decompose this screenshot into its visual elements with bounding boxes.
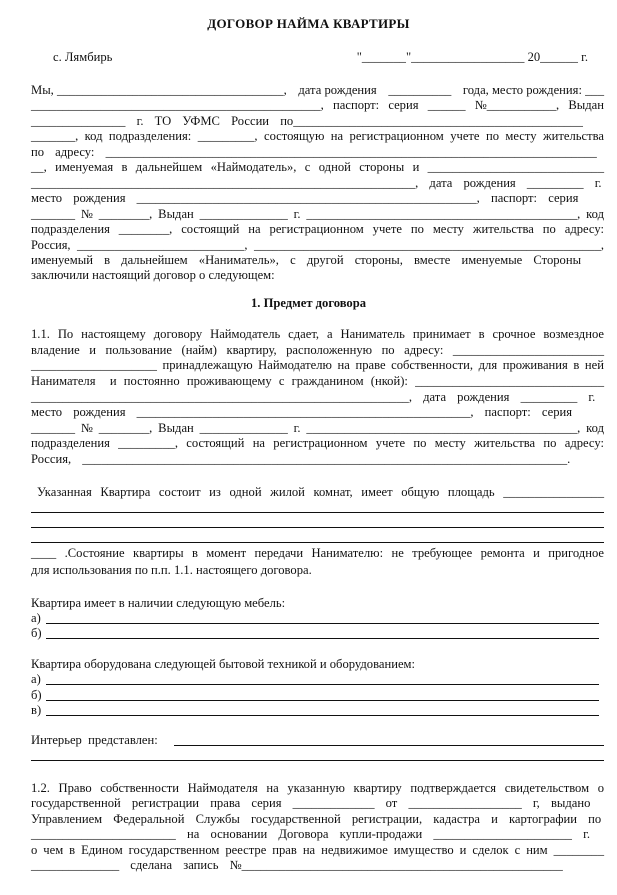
interior-line: Интерьер представлен: (31, 733, 158, 747)
parties-line-13: заключили настоящий договор о следующем: (31, 268, 275, 282)
blank-line (46, 700, 599, 701)
blank-line (46, 638, 599, 639)
appliance-item-c: в) (31, 703, 42, 717)
clause-1-1-line-6: место рождения _____________________________________________________, паспорт: серия (31, 405, 573, 419)
blank-line (31, 527, 604, 528)
clause-1-1-line-5: ____________________________________________________________, дата рождения _________ г. (31, 390, 596, 404)
blank-line (31, 760, 604, 761)
clause-1-1-line-8: подразделения _________, состоящий на регистрационном учете по месту жительства по адресу: (31, 436, 604, 450)
clause-1-2-line-4: _______________________ на основании Договора купли-продажи ______________________ г. (31, 827, 590, 841)
parties-line-8: место рождения ______________________________________________________, паспорт: серия (31, 191, 579, 205)
blank-line (31, 512, 604, 513)
parties-line-3: _______________ г. ТО УФМС России по______________________________________________ (31, 114, 583, 128)
parties-line-7: _____________________________________________________________, дата рождения _________ г. (31, 176, 602, 190)
clause-1-1-line-3: ____________________ принадлежащую Наймодателю на праве собственности, для проживания в ней (31, 358, 604, 372)
blank-line (46, 623, 599, 624)
clause-1-1-line-2: владение и пользование (найм) квартиру, расположенную по адресу: ________________________ (31, 343, 604, 357)
parties-line-12: именуемый в дальнейшем «Наниматель», с другой стороны, вместе именуемые Стороны (31, 253, 582, 267)
blank-line (46, 715, 599, 716)
clause-1-1-line-1: 1.1. По настоящему договору Наймодатель сдает, а Наниматель принимает в срочное возмездное (31, 327, 604, 341)
clause-1-1-line-4: Нанимателя и постоянно проживающему с гражданином (нкой): ______________________________ (31, 374, 604, 388)
appliance-item-b: б) (31, 688, 42, 702)
parties-line-4: _______, код подразделения: _________, состоящую на регистрационном учете по месту жительства (31, 129, 604, 143)
parties-line-6: __, именуемая в дальнейшем «Наймодатель», с одной стороны и ____________________________ (31, 160, 604, 174)
blank-line (31, 542, 604, 543)
document-title: ДОГОВОР НАЙМА КВАРТИРЫ (207, 16, 410, 31)
parties-line-10: подразделения ________, состоящий на регистрационном учете по месту жительства по адресу: (31, 222, 604, 236)
clause-1-1-line-9: Россия, _____________________________________________________________________________. (31, 452, 571, 466)
furniture-item-b: б) (31, 626, 42, 640)
place-date-line (53, 50, 588, 64)
blank-line (174, 745, 604, 746)
furniture-intro: Квартира имеет в наличии следующую мебель: (31, 596, 286, 610)
clause-1-2-line-5: о чем в Едином государственном реестре прав на недвижимое имущество и сделок с ним ________ (31, 843, 604, 857)
parties-line-1: Мы, ____________________________________, дата рождения __________ года, место рождения: ___ (31, 83, 604, 97)
appliance-item-a: а) (31, 672, 41, 686)
clause-1-2-line-3: Управлением Федеральной Службы государственной регистрации, кадастра и картографии по (31, 812, 602, 826)
clause-1-2-line-1: 1.2. Право собственности Наймодателя на указанную квартиру подтверждается свидетельством о (31, 781, 604, 795)
area-line: Указанная Квартира состоит из одной жилой комнат, имеет общую площадь ________________ (37, 485, 604, 499)
appliances-intro: Квартира оборудована следующей бытовой техникой и оборудованием: (31, 657, 416, 671)
parties-line-11: Россия, ___________________________, ________________________________________________________, (31, 238, 604, 252)
place: с. Лямбирь (53, 50, 113, 64)
parties-line-5: по адресу: ______________________________________________________________________________ (31, 145, 597, 159)
clause-1-2-line-2: государственной регистрации права серия _____________ от __________________ г, выдано (31, 796, 591, 810)
blank-line (46, 684, 599, 685)
condition-line-1: ____ .Состояние квартиры в момент передачи Нанимателю: не требующее ремонта и пригодное (31, 546, 604, 560)
clause-1-1-line-7: _______ № ________, Выдан ______________ г. ___________________________________________, код (31, 421, 604, 435)
section-1-heading: 1. Предмет договора (250, 296, 367, 310)
clause-1-2-line-6: ______________ сделана запись №___________________________________________________ (31, 858, 563, 872)
condition-line-2: для использования по п.п. 1.1. настоящего договора. (31, 563, 312, 577)
contract-date: "_______"__________________ 20______ г. (356, 50, 588, 64)
furniture-item-a: а) (31, 611, 41, 625)
parties-line-9: _______ № ________, Выдан ______________ г. ___________________________________________, код (31, 207, 604, 221)
parties-line-2: ______________________________________________, паспорт: серия ______ №___________, Выдан (31, 98, 604, 112)
